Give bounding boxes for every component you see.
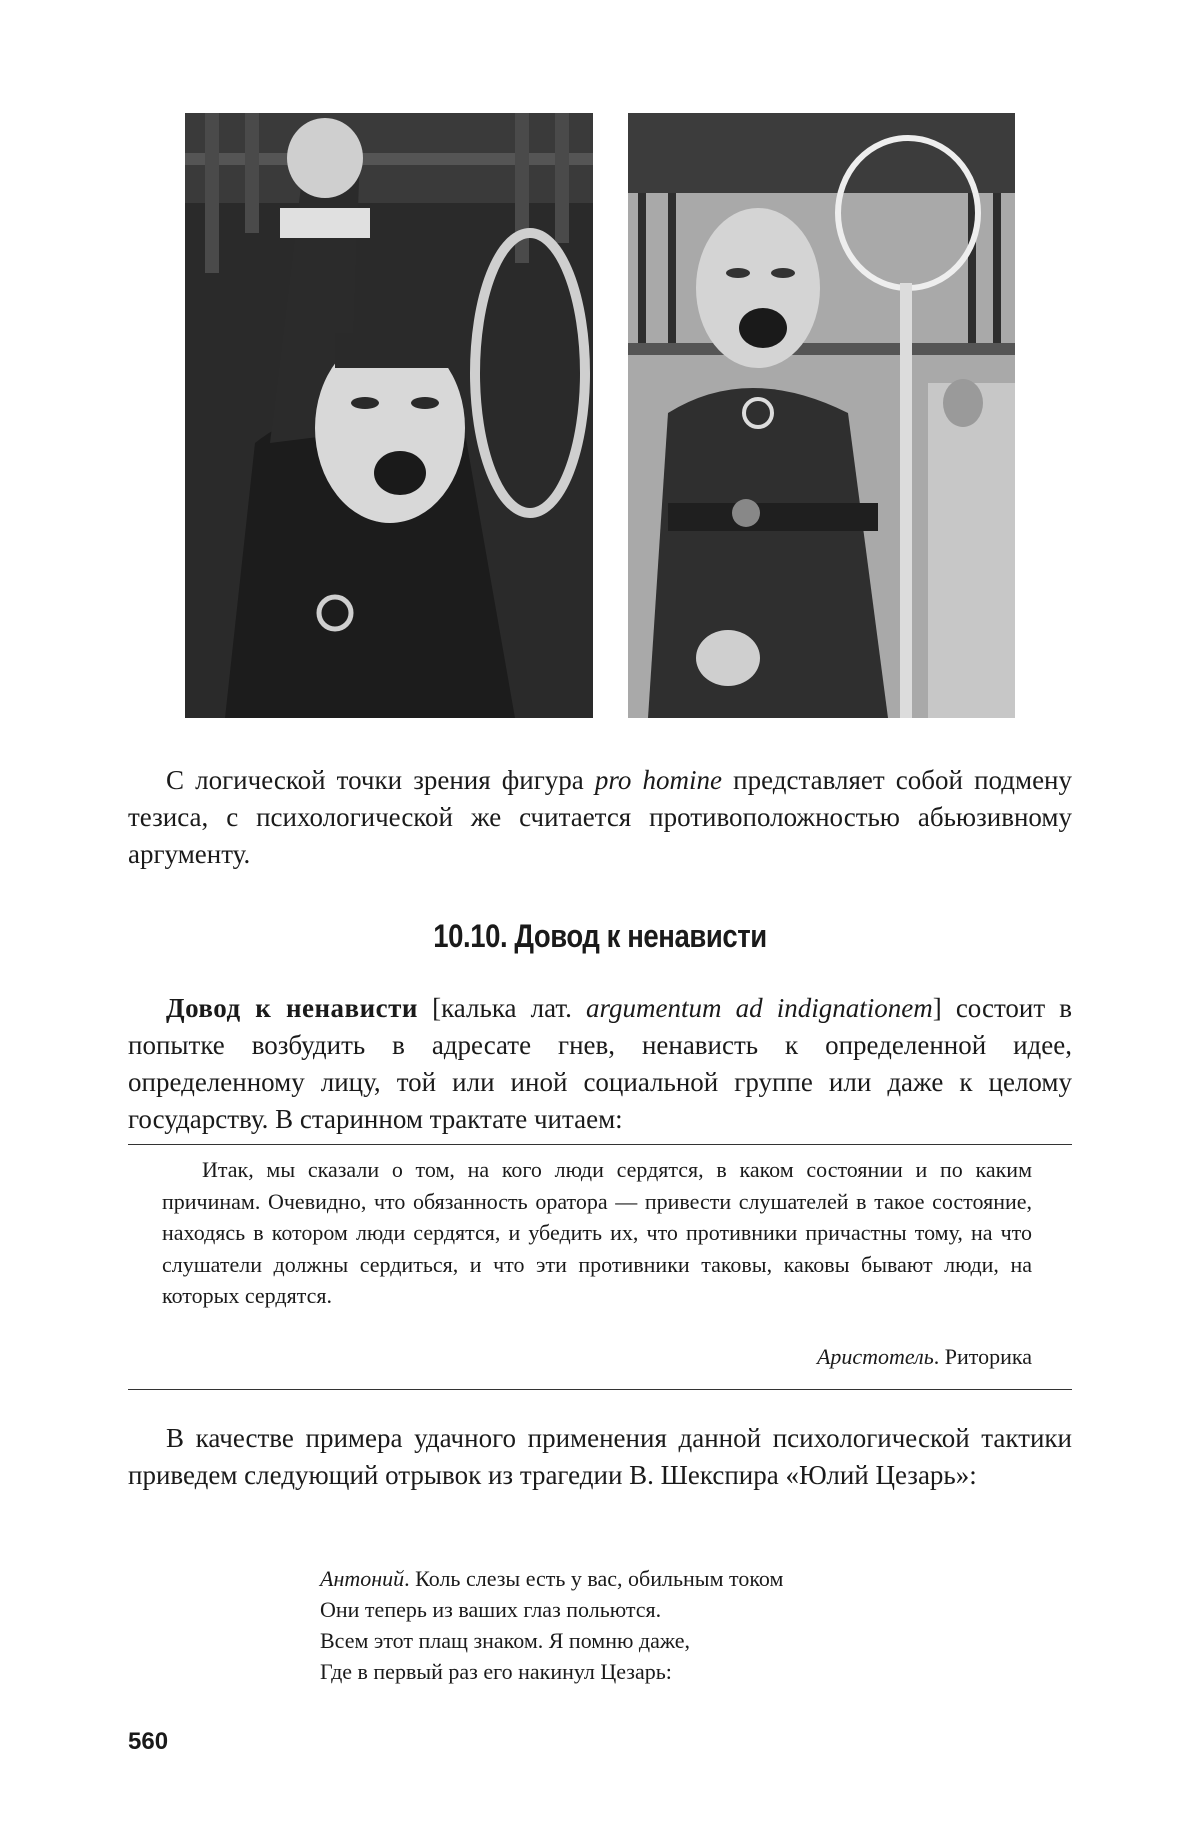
quote-rule-top bbox=[128, 1144, 1072, 1145]
section-heading: 10.10. Довод к ненависти bbox=[433, 918, 767, 954]
poem-speaker: Антоний bbox=[320, 1566, 405, 1591]
poem-line-3: Всем этот плащ знаком. Я помню даже, bbox=[320, 1628, 691, 1653]
paragraph1-text-before: С логической точки зрения фигура bbox=[166, 765, 595, 795]
poem-line-1-text: . Коль слезы есть у вас, обильным током bbox=[404, 1566, 784, 1591]
photo-pair bbox=[185, 113, 1015, 718]
poem-excerpt bbox=[320, 1563, 783, 1687]
paragraph2-text-b: ] состоит в попытке возбудить в адресате гнев, ненависть к определенной идее, определенному лицу, той или иной социальной группе или даже к целому государству. В старинном трактате читаем: bbox=[128, 993, 1073, 1134]
page-number: 560 bbox=[128, 1728, 169, 1755]
paragraph2-text-a: [калька лат. bbox=[418, 993, 587, 1023]
poem-line-1 bbox=[320, 1563, 783, 1594]
poem-line-4: Где в первый раз его накинул Цезарь: bbox=[320, 1659, 672, 1684]
quote-work: . Риторика bbox=[933, 1344, 1032, 1369]
paragraph-example: В качестве примера удачного применения данной психологической тактики приведем следующий отрывок из трагедии В. Шекспира «Юлий Цезарь»: bbox=[128, 1423, 1072, 1490]
photo-right bbox=[628, 113, 1015, 718]
paragraph1-text-after: представляет собой подмену тезиса, с психологической же считается противоположностью абьюзивному аргументу. bbox=[128, 765, 1073, 869]
poem-line-2: Они теперь из ваших глаз польются. bbox=[320, 1597, 662, 1622]
aristotle-quote: Итак, мы сказали о том, на кого люди сердятся, в каком состоянии и по каким причинам. Очевидно, что обязанность оратора — привести слушателей в такое состояние, находясь в котором люди сердятся, и убедить их, что противники причастны тому, на что слушатели должны сердиться, и что эти противники таковы, каковы бывают люди, на которых сердятся. bbox=[162, 1157, 1032, 1308]
term-bold: Довод к ненависти bbox=[166, 993, 418, 1023]
latin-term: argumentum ad indignationem bbox=[586, 993, 933, 1023]
term-pro-homine: pro homine bbox=[594, 765, 723, 795]
photo-left bbox=[185, 113, 593, 718]
quote-attribution bbox=[817, 1342, 1032, 1372]
quote-rule-bottom bbox=[128, 1389, 1072, 1390]
paragraph-pro-homine bbox=[128, 762, 1072, 873]
paragraph-definition bbox=[128, 990, 1072, 1138]
quote-author: Аристотель bbox=[816, 1344, 934, 1369]
